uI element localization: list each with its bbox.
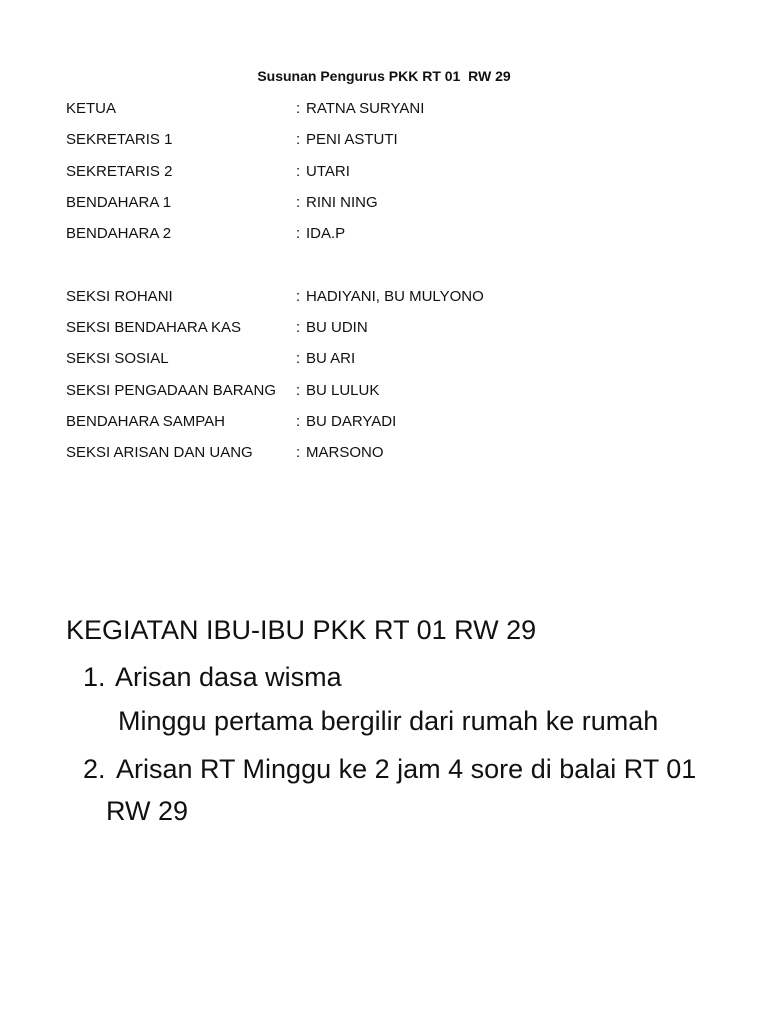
roster-name: RATNA SURYANI xyxy=(306,100,425,117)
roster-role: SEKRETARIS 2 xyxy=(66,162,173,180)
activity-item xyxy=(66,748,746,832)
roster-separator: : xyxy=(296,162,301,180)
document-title: Susunan Pengurus PKK RT 01 RW 29 xyxy=(257,68,511,84)
roster-role: BENDAHARA 1 xyxy=(66,193,172,211)
roster-name: IDA.P xyxy=(306,225,346,243)
roster-separator: : xyxy=(296,225,301,243)
activities-section xyxy=(66,610,746,832)
roster-role: SEKSI PENGADAAN BARANG xyxy=(66,381,277,399)
roster-separator: : xyxy=(296,100,301,117)
roster-role: SEKSI ROHANI xyxy=(66,287,173,305)
activity-number: 2. xyxy=(83,754,106,784)
roster-name: PENI ASTUTI xyxy=(306,131,398,149)
activity-text: Arisan dasa wisma xyxy=(115,662,342,692)
roster-separator: : xyxy=(296,381,301,399)
roster-name: BU DARYADI xyxy=(306,412,397,430)
roster-separator: : xyxy=(296,444,301,462)
roster-name: UTARI xyxy=(306,162,350,180)
roster-name: HADIYANI, BU MULYONO xyxy=(306,287,484,305)
activities-heading: KEGIATAN IBU-IBU PKK RT 01 RW 29 xyxy=(66,615,537,645)
roster-role: SEKRETARIS 1 xyxy=(66,131,173,149)
roster-separator: : xyxy=(296,350,301,368)
roster-name: BU ARI xyxy=(306,350,356,368)
roster-separator: : xyxy=(296,319,301,337)
activity-text: Arisan RT Minggu ke 2 jam 4 sore di balai RT 01 RW 29 xyxy=(106,754,697,826)
roster-role: BENDAHARA SAMPAH xyxy=(66,412,225,430)
roster-name: BU UDIN xyxy=(306,319,368,337)
activity-item xyxy=(66,656,746,700)
roster-name: RINI NING xyxy=(306,193,378,211)
roster-separator: : xyxy=(296,287,301,305)
roster-separator: : xyxy=(296,131,301,149)
roster-separator: : xyxy=(296,412,301,430)
activity-detail: Minggu pertama bergilir dari rumah ke rumah xyxy=(118,706,659,736)
activity-number: 1. xyxy=(83,662,106,692)
roster-role: SEKSI SOSIAL xyxy=(66,350,169,368)
roster-role: KETUA xyxy=(66,100,117,117)
roster-role: SEKSI ARISAN DAN UANG xyxy=(66,444,253,462)
roster-separator: : xyxy=(296,193,301,211)
roster-role: BENDAHARA 2 xyxy=(66,225,172,243)
roster-name: MARSONO xyxy=(306,444,384,462)
roster-name: BU LULUK xyxy=(306,381,380,399)
roster-role: SEKSI BENDAHARA KAS xyxy=(66,319,242,337)
